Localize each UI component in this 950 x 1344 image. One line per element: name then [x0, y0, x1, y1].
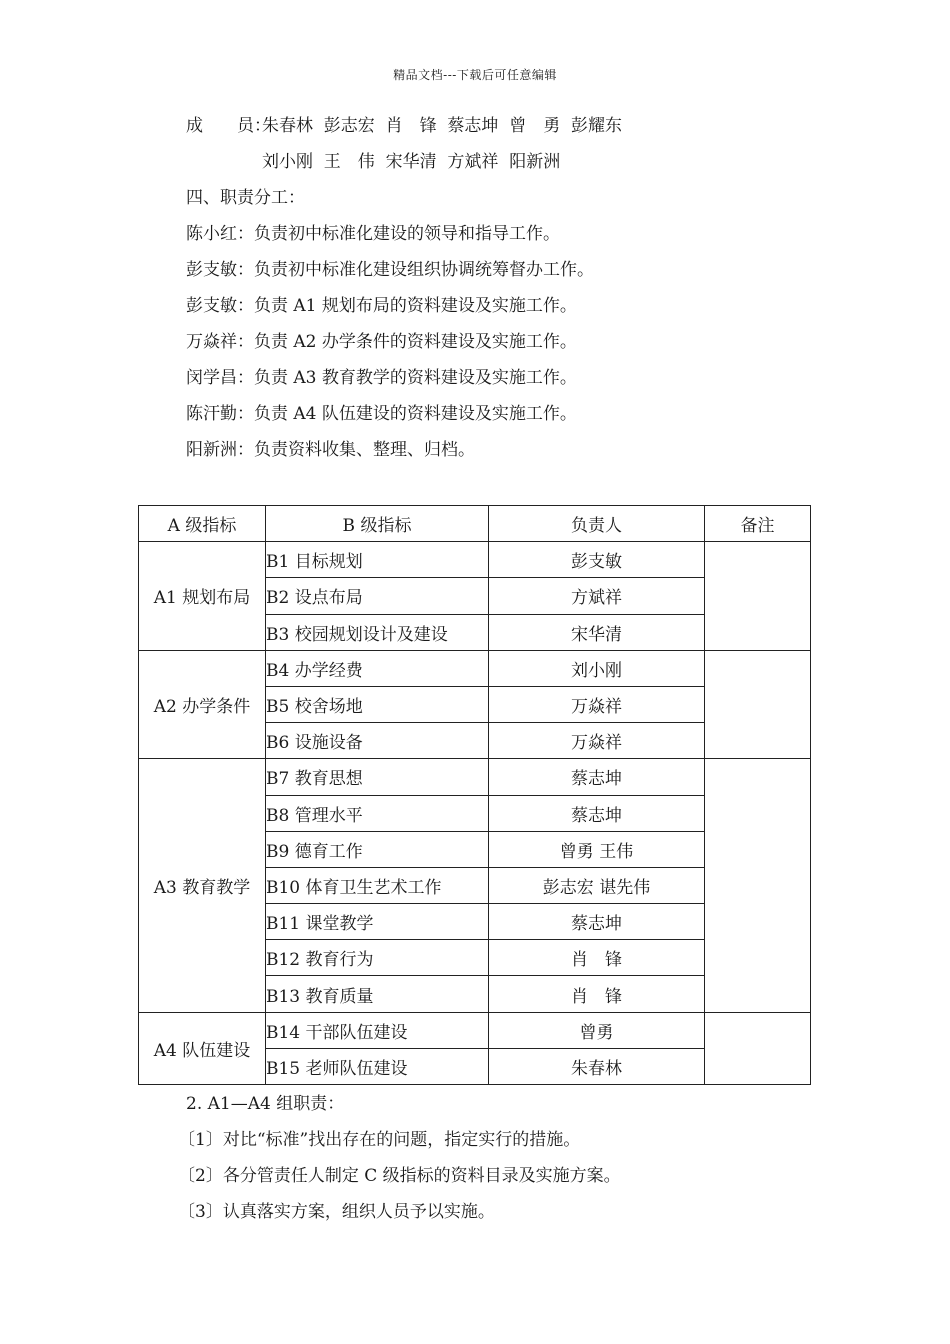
- members-label: 成 员：: [186, 116, 271, 136]
- remarks-cell: [705, 759, 811, 1012]
- table-row: [139, 759, 811, 795]
- section-2-item: 〔2〕各分管责任人制定 C 级指标的资料目录及实施方案。: [178, 1166, 621, 1186]
- duty-line: 闵学昌：负责 A3 教育教学的资料建设及实施工作。: [186, 368, 577, 388]
- b-level-cell: B2 设点布局: [266, 578, 489, 614]
- person-cell: 曾勇: [489, 1012, 705, 1048]
- page-header: 精品文档---下载后可任意编辑: [393, 68, 557, 82]
- person-cell: 方斌祥: [489, 578, 705, 614]
- person-cell: 曾勇 王伟: [489, 831, 705, 867]
- person-cell: 蔡志坤: [489, 904, 705, 940]
- table-row: [139, 1012, 811, 1048]
- members-line-2: 刘小刚 王 伟 宋华清 方斌祥 阳新洲: [262, 152, 561, 172]
- section-4-title: 四、职责分工：: [186, 188, 305, 208]
- b-level-cell: B7 教育思想: [266, 759, 489, 795]
- b-level-cell: B3 校园规划设计及建设: [266, 614, 489, 650]
- b-level-cell: B14 干部队伍建设: [266, 1012, 489, 1048]
- remarks-cell: [705, 1012, 811, 1084]
- person-cell: 蔡志坤: [489, 759, 705, 795]
- b-level-cell: B9 德育工作: [266, 831, 489, 867]
- remarks-cell: [705, 650, 811, 759]
- duty-line: 陈汗勤：负责 A4 队伍建设的资料建设及实施工作。: [186, 404, 577, 424]
- members-line-1: 朱春林 彭志宏 肖 锋 蔡志坤 曾 勇 彭耀东: [262, 116, 623, 136]
- b-level-cell: B8 管理水平: [266, 795, 489, 831]
- b-level-cell: B12 教育行为: [266, 940, 489, 976]
- b-level-cell: B5 校舍场地: [266, 686, 489, 722]
- a-level-cell: A2 办学条件: [139, 650, 266, 759]
- header-person: 负责人: [489, 506, 705, 542]
- b-level-cell: B10 体育卫生艺术工作: [266, 867, 489, 903]
- a-level-cell: A3 教育教学: [139, 759, 266, 1012]
- a-level-cell: A4 队伍建设: [139, 1012, 266, 1084]
- duty-line: 彭支敏：负责初中标准化建设组织协调统筹督办工作。: [186, 260, 594, 280]
- person-cell: 肖 锋: [489, 976, 705, 1012]
- person-cell: 彭志宏 谌先伟: [489, 867, 705, 903]
- section-2-title: 2. A1—A4 组职责：: [186, 1094, 345, 1114]
- table-header-row: [139, 506, 811, 542]
- b-level-cell: B4 办学经费: [266, 650, 489, 686]
- duty-line: 万焱祥：负责 A2 办学条件的资料建设及实施工作。: [186, 332, 577, 352]
- person-cell: 万焱祥: [489, 723, 705, 759]
- table-row: [139, 650, 811, 686]
- duty-line: 彭支敏：负责 A1 规划布局的资料建设及实施工作。: [186, 296, 577, 316]
- person-cell: 刘小刚: [489, 650, 705, 686]
- person-cell: 朱春林: [489, 1048, 705, 1084]
- person-cell: 彭支敏: [489, 542, 705, 578]
- a-level-cell: A1 规划布局: [139, 542, 266, 651]
- person-cell: 宋华清: [489, 614, 705, 650]
- header-b-level: B 级指标: [266, 506, 489, 542]
- person-cell: 蔡志坤: [489, 795, 705, 831]
- b-level-cell: B1 目标规划: [266, 542, 489, 578]
- responsibility-table: [138, 505, 811, 1085]
- b-level-cell: B11 课堂教学: [266, 904, 489, 940]
- table-row: [139, 542, 811, 578]
- b-level-cell: B13 教育质量: [266, 976, 489, 1012]
- duty-line: 阳新洲：负责资料收集、整理、归档。: [186, 440, 475, 460]
- b-level-cell: B6 设施设备: [266, 723, 489, 759]
- section-2-item: 〔1〕对比“标准”找出存在的问题，指定实行的措施。: [178, 1130, 581, 1150]
- header-remarks: 备注: [705, 506, 811, 542]
- b-level-cell: B15 老师队伍建设: [266, 1048, 489, 1084]
- section-2-item: 〔3〕认真落实方案，组织人员予以实施。: [178, 1202, 495, 1222]
- person-cell: 肖 锋: [489, 940, 705, 976]
- header-a-level: A 级指标: [139, 506, 266, 542]
- duty-line: 陈小红：负责初中标准化建设的领导和指导工作。: [186, 224, 560, 244]
- person-cell: 万焱祥: [489, 686, 705, 722]
- remarks-cell: [705, 542, 811, 651]
